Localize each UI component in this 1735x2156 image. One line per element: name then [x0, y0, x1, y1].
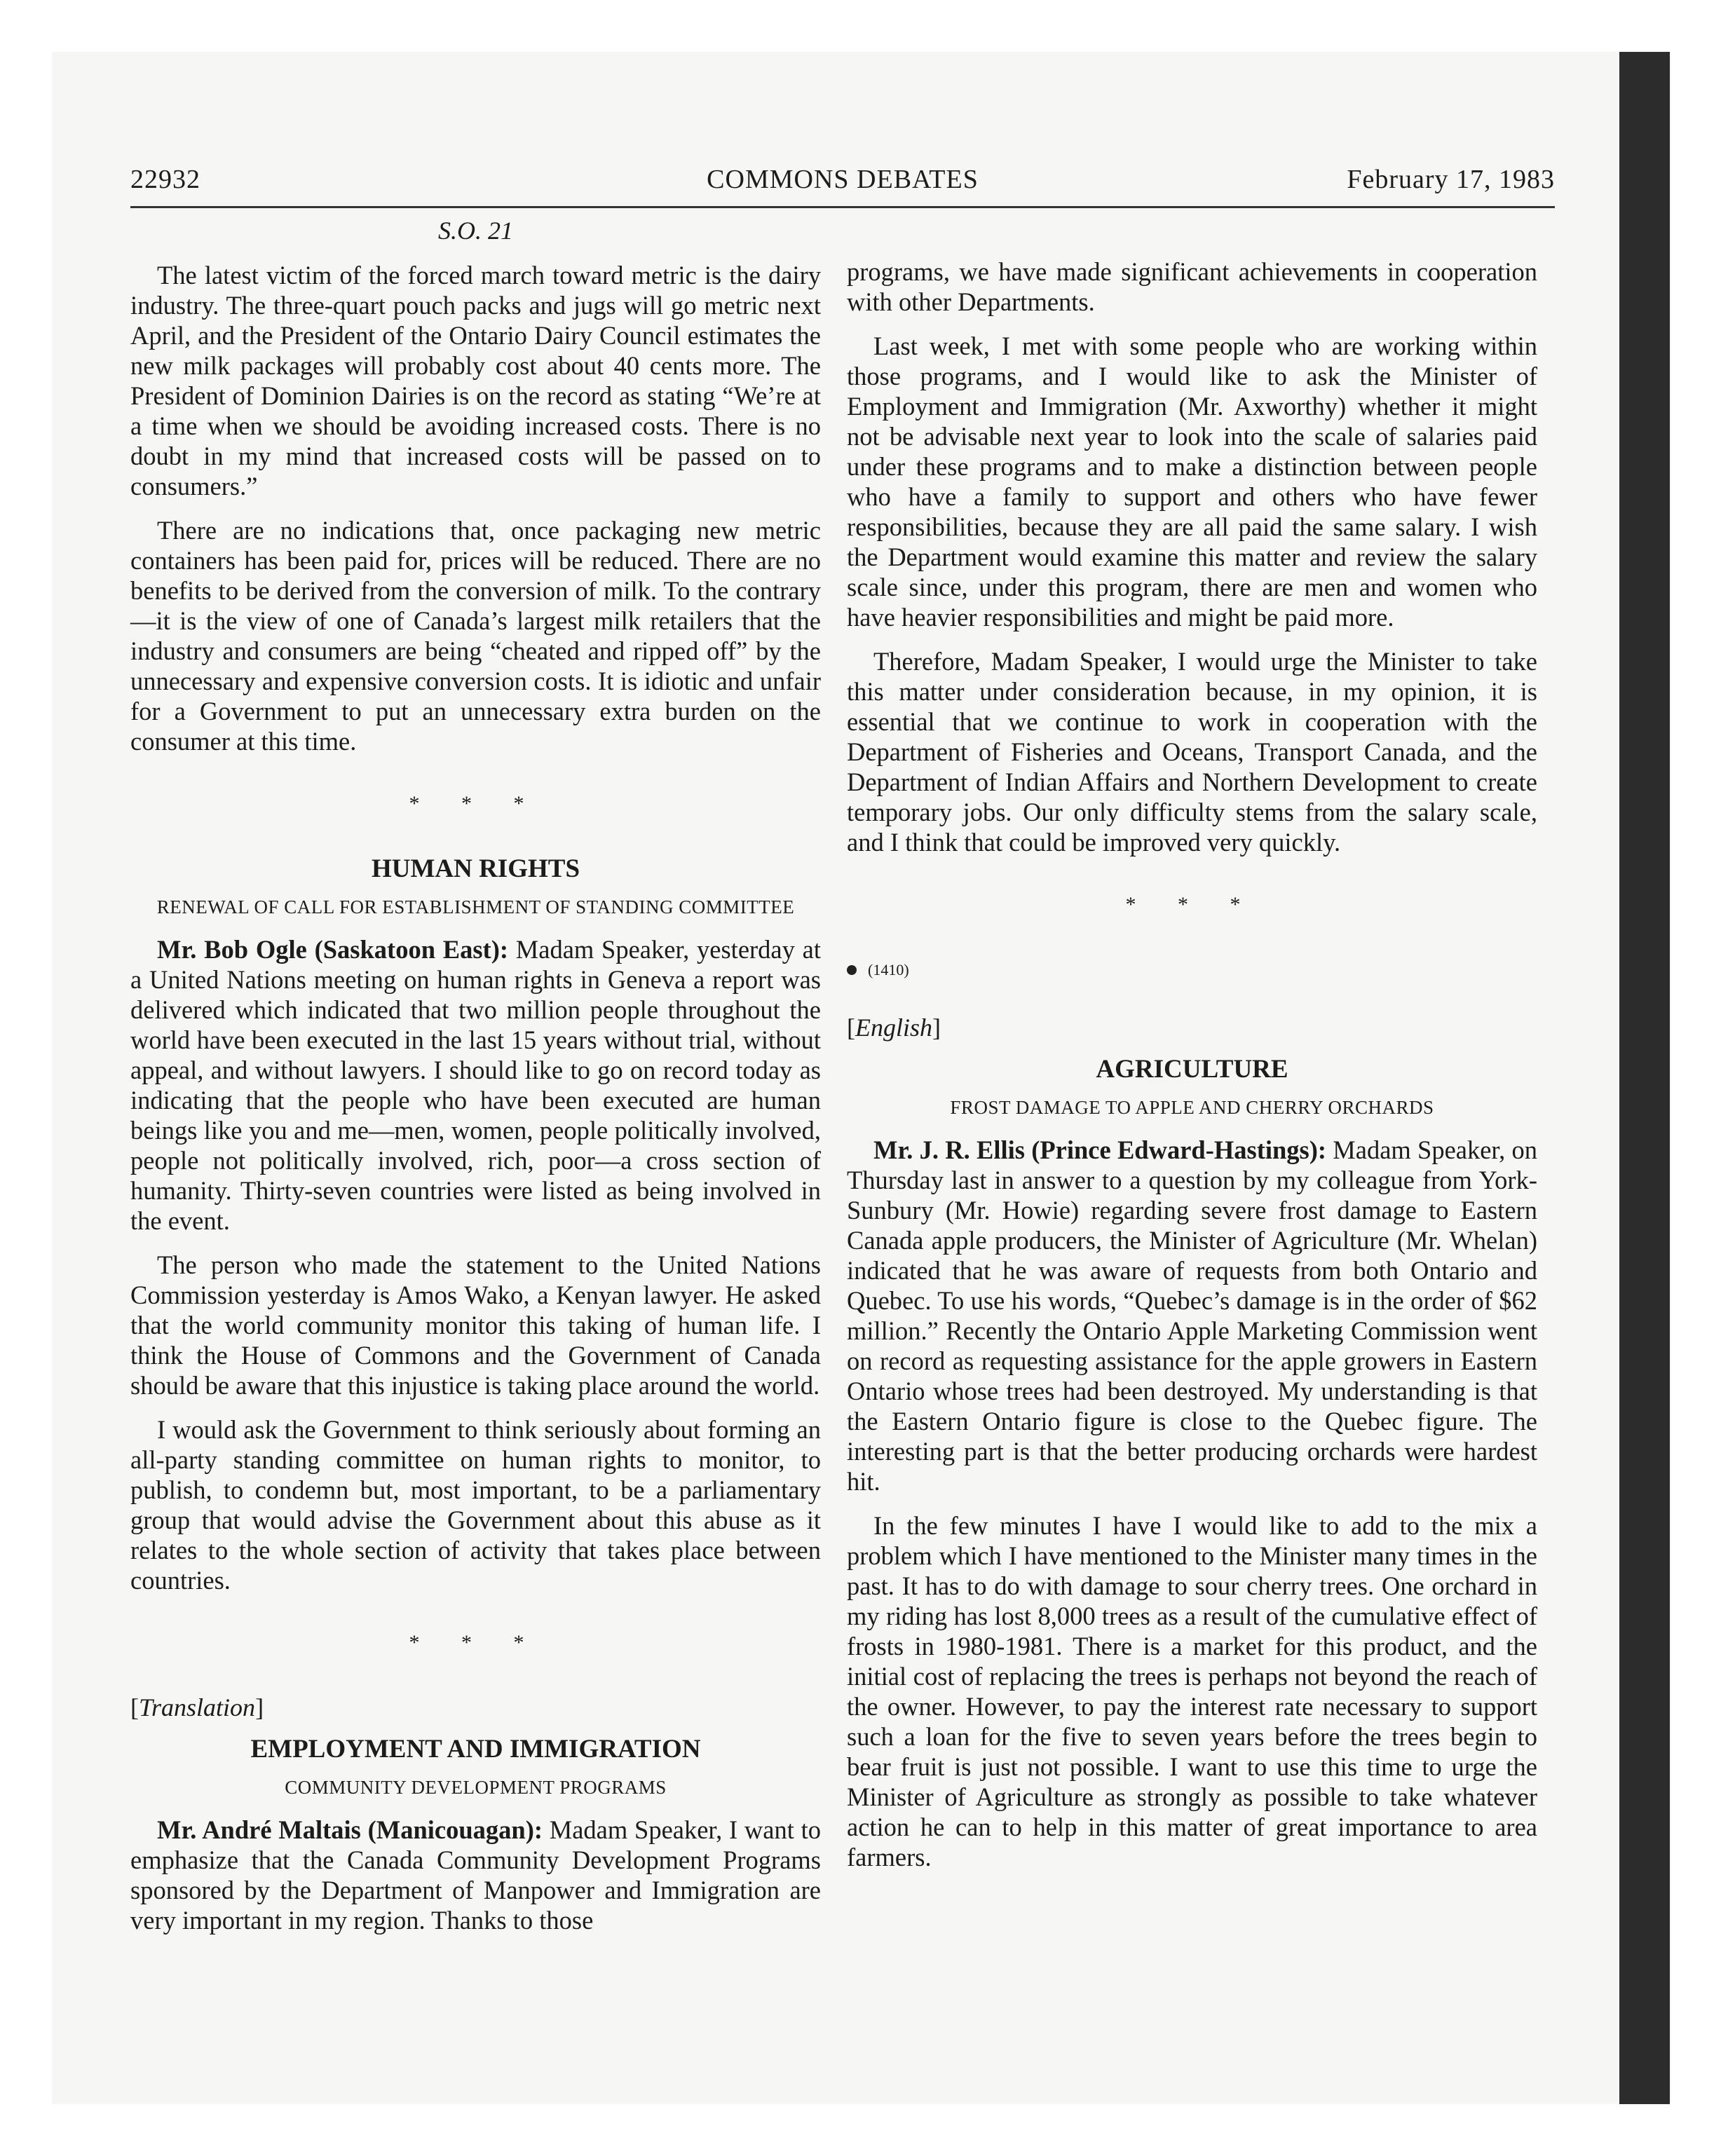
section-separator: * * * [1125, 893, 1259, 916]
language-label: Translation [139, 1693, 256, 1721]
speech-text: Madam Speaker, I want to emphasize that the Canada Community Development Programs sponsored by the Department of Manpower and Immigration are very important in my region. Thanks to those [130, 1815, 821, 1935]
section-subheading: FROST DAMAGE TO APPLE AND CHERRY ORCHARDS [950, 1097, 1434, 1118]
journal-title: COMMONS DEBATES [707, 165, 979, 194]
speech-text: Madam Speaker, on Thursday last in answer to a question by my colleague from York-Sunbury (Mr. Howie) regarding severe frost damage to Eastern Canada apple producers, the Minister of Agriculture (Mr. Whelan) indicated that he was aware of requests from both Ontario and Quebec. To use his words, “Quebec’s damage is in the order of $62 million.” Recently the Ontario Apple Marketing Commission went on record as requesting assistance for the apple growers in Eastern Ontario whose trees had been destroyed. My understanding is that the Eastern Ontario figure is close to the Quebec figure. The interesting part is that the better producing orchards were hardest hit. [847, 1135, 1537, 1496]
paragraph: programs, we have made significant achievements in cooperation with other Departments. [847, 257, 1537, 316]
language-label: English [855, 1014, 933, 1042]
issue-date: February 17, 1983 [1347, 165, 1555, 194]
speech-paragraph [130, 934, 821, 1236]
speech-paragraph [847, 1135, 1537, 1496]
standing-order-label: S.O. 21 [438, 217, 513, 245]
paragraph: I would ask the Government to think seriously about forming an all-party standing committee on human rights to monitor, to publish, to condemn but, most important, to be a parliamentary group that would advise the Government about this abuse as it relates to the whole section of activity that takes place between countries. [130, 1415, 821, 1595]
page-number: 22932 [130, 165, 200, 194]
left-column [130, 210, 821, 1949]
bullet-icon [847, 965, 857, 975]
speaker-name: Mr. Bob Ogle (Saskatoon East): [157, 935, 509, 964]
time-marker [847, 955, 1537, 985]
speech-text: Madam Speaker, yesterday at a United Nations meeting on human rights in Geneva a report was delivered which indicated that two million people throughout the world have been executed in the last 15 years without trial, without appeal, and without lawyers. I should like to go on record today as indicating that the people who have been executed are human beings like you and me—men, women, people politically involved, people not politically involved, rich, poor—a cross section of humanity. Thirty-seven countries were listed as being involved in the event. [130, 935, 821, 1235]
section-subheading: COMMUNITY DEVELOPMENT PROGRAMS [285, 1777, 667, 1798]
section-heading: EMPLOYMENT AND IMMIGRATION [250, 1735, 701, 1763]
time-label: (1410) [868, 961, 909, 978]
section-heading: AGRICULTURE [1096, 1055, 1288, 1084]
section-separator: * * * [409, 1631, 543, 1654]
speaker-name: Mr. André Maltais (Manicouagan): [157, 1815, 543, 1844]
speaker-name: Mr. J. R. Ellis (Prince Edward-Hastings): [873, 1135, 1327, 1164]
paragraph: Last week, I met with some people who are working within those programs, and I would like to ask the Minister of Employment and Immigration (Mr. Axworthy) whether it might not be advisable next year to look into the scale of salaries paid under these programs and to make a distinction between people who have a family to support and others who have fewer responsibilities, because they are all paid the same salary. I wish the Department would examine this matter and review the salary scale since, under this program, there are men and women who have heavier responsibilities and might be paid more. [847, 332, 1537, 632]
paragraph: Therefore, Madam Speaker, I would urge the Minister to take this matter under consideration because, in my opinion, it is essential that we continue to work in cooperation with the Department of Fisheries and Oceans, Transport Canada, and the Department of Indian Affairs and Northern Development to create temporary jobs. Our only difficulty stems from the salary scale, and I think that could be improved very quickly. [847, 647, 1537, 857]
paragraph: The person who made the statement to the United Nations Commission yesterday is Amos Wako, a Kenyan lawyer. He asked that the world community monitor this taking of human life. I think the House of Commons and the Government of Canada should be aware that this injustice is taking place around the world. [130, 1250, 821, 1400]
language-marker: [English] [847, 1014, 941, 1042]
scan-edge-bar [1619, 52, 1670, 2104]
section-separator: * * * [409, 792, 543, 815]
paragraph: The latest victim of the forced march toward metric is the dairy industry. The three-quart pouch packs and jugs will go metric next April, and the President of the Ontario Dairy Council estimates the new milk packages will probably cost about 40 cents more. The President of Dominion Dairies is on the record as stating “We’re at a time when we should be avoiding increased costs. There is no doubt in my mind that increased costs will be passed on to consumers.” [130, 261, 821, 500]
speech-paragraph [130, 1815, 821, 1935]
running-header [130, 164, 1555, 208]
paragraph: In the few minutes I have I would like to add to the mix a problem which I have mentioned to the Minister many times in the past. It has to do with damage to sour cherry trees. One orchard in my riding has lost 8,000 trees as a result of the cumulative effect of frosts in 1980-1981. There is a market for this product, and the initial cost of replacing the trees is perhaps not beyond the reach of the owner. However, to pay the interest rate necessary to support such a loan for the five to seven years before the trees begin to bear fruit is just not possible. I want to use this time to urge the Minister of Agriculture as strongly as possible to take whatever action he can to help in this matter of great importance to area farmers. [847, 1511, 1537, 1871]
language-marker: [Translation] [130, 1693, 264, 1721]
right-column [847, 257, 1537, 1886]
paragraph: There are no indications that, once packaging new metric containers has been paid for, prices will be reduced. There are no benefits to be derived from the conversion of milk. To the contrary—it is the view of one of Canada’s largest milk retailers that the industry and consumers are being “cheated and ripped off” by the unnecessary and expensive conversion costs. It is idiotic and unfair for a Government to put an unnecessary extra burden on the consumer at this time. [130, 516, 821, 756]
section-subheading: RENEWAL OF CALL FOR ESTABLISHMENT OF STANDING COMMITTEE [156, 896, 795, 917]
section-heading: HUMAN RIGHTS [371, 854, 580, 883]
